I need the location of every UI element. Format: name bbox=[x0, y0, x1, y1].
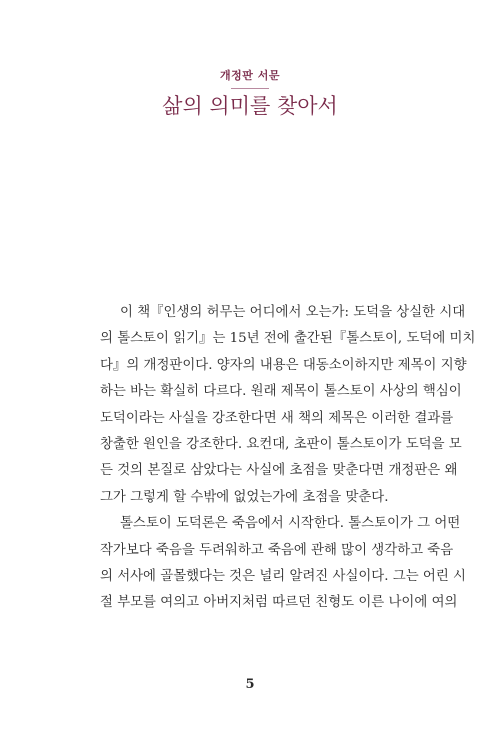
text-line: 하는 바는 확실히 다르다. 원래 제목이 톨스토이 사상의 핵심이 bbox=[100, 384, 462, 400]
section-label-underline bbox=[231, 88, 269, 89]
text-line: 다』의 개정판이다. 양자의 내용은 대동소이하지만 제목이 지향 bbox=[100, 357, 467, 373]
text-line: 이 책『인생의 허무는 어디에서 오는가: 도덕을 상실한 시대 bbox=[120, 305, 466, 320]
text-line: 든 것의 본질로 삼았다는 사실에 초점을 맞춘다면 개정판은 왜 bbox=[100, 463, 458, 479]
text-line: 의 톨스토이 읽기』는 15년 전에 출간된『톨스토이, 도덕에 미치 bbox=[100, 331, 476, 347]
text-line: 도덕이라는 사실을 강조한다면 새 책의 제목은 이러한 결과를 bbox=[100, 410, 454, 426]
text-line: 톨스토이 도덕론은 죽음에서 시작한다. 톨스토이가 그 어떤 bbox=[120, 516, 461, 532]
page-number: 5 bbox=[245, 677, 255, 692]
text-line: 절 부모를 여의고 아버지처럼 따르던 친형도 이른 나이에 여의 bbox=[100, 595, 458, 611]
text-line: 창출한 원인을 강조한다. 요컨대, 초판이 톨스토이가 도덕을 모 bbox=[100, 436, 462, 452]
body-text bbox=[100, 300, 476, 617]
chapter-title: 삶의 의미를 찾아서 bbox=[162, 94, 338, 118]
section-label: 개정판 서문 bbox=[220, 69, 280, 82]
text-line: 의 서사에 골몰했다는 것은 널리 알려진 사실이다. 그는 어린 시 bbox=[100, 568, 466, 584]
text-line: 그가 그렇게 할 수밖에 없었는가에 초점을 맞춘다. bbox=[100, 489, 389, 505]
text-line: 작가보다 죽음을 두려워하고 죽음에 관해 많이 생각하고 죽음 bbox=[100, 542, 454, 558]
